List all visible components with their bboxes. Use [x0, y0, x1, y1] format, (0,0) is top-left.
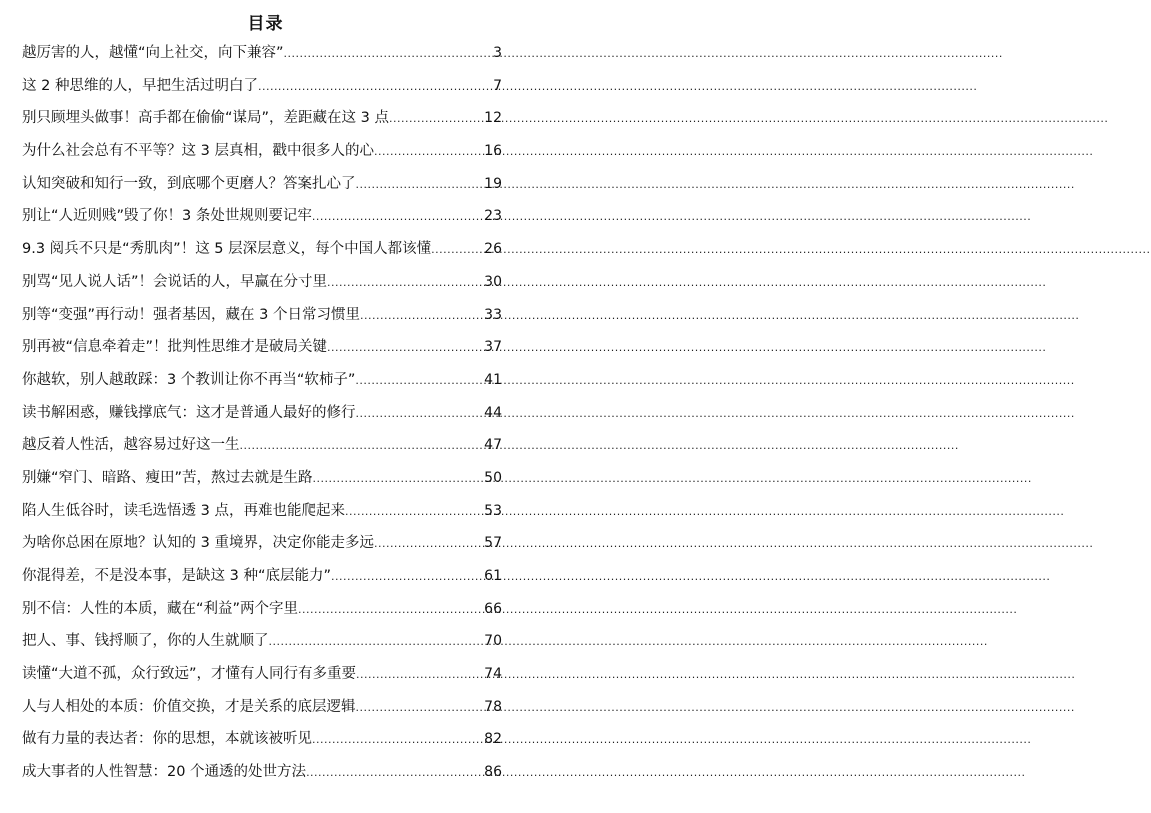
toc-entry-title: 别骂“见人说人话”！会说话的人，早赢在分寸里	[22, 273, 328, 290]
toc-entry-title: 陷人生低谷时，读毛选悟透 3 点，再难也能爬起来	[22, 502, 345, 519]
toc-entry-title: 人与人相处的本质：价值交换，才是关系的底层逻辑	[22, 698, 356, 715]
toc-entry-title: 认知突破和知行一致，到底哪个更磨人？答案扎心了	[22, 175, 356, 192]
toc-entry-page: 26	[484, 241, 502, 258]
toc-entry-page: 47	[484, 437, 502, 454]
toc-entry[interactable]	[22, 629, 502, 662]
dot-leader	[431, 243, 482, 256]
dot-leader	[284, 47, 492, 60]
toc-entry-page: 3	[493, 45, 502, 61]
toc-entry[interactable]	[22, 564, 502, 597]
toc-entry-page: 78	[484, 698, 502, 715]
toc-list	[22, 41, 502, 793]
toc-entry-page: 66	[484, 600, 502, 617]
toc-entry-title: 把人、事、钱捋顺了，你的人生就顺了	[22, 633, 269, 650]
toc-entry-title: 成大事者的人性智慧：20 个通透的处世方法	[22, 764, 307, 781]
toc-entry-title: 这 2 种思维的人，早把生活过明白了	[22, 77, 258, 94]
toc-entry-title: 越反着人性活，越容易过好这一生	[22, 437, 240, 454]
toc-entry-title: 做有力量的表达者：你的思想，本就该被听见	[22, 731, 312, 748]
toc-entry-title: 别等“变强”再行动！强者基因，藏在 3 个日常习惯里	[22, 306, 360, 323]
toc-entry[interactable]	[22, 662, 502, 695]
page-title: 目录	[247, 14, 284, 34]
toc-entry-page: 50	[484, 469, 502, 486]
dot-leader	[240, 439, 483, 452]
toc-entry-title: 别只顾埋头做事！高手都在偷偷“谋局”，差距藏在这 3 点	[22, 110, 389, 127]
toc-entry-title: 越厉害的人，越懂“向上社交，向下兼容”	[22, 45, 284, 61]
toc-entry[interactable]	[22, 335, 502, 368]
toc-entry[interactable]	[22, 139, 502, 172]
dot-leader	[356, 701, 483, 714]
toc-entry[interactable]	[22, 597, 502, 630]
toc-entry-title: 读懂“大道不孤，众行致远”，才懂有人同行有多重要	[22, 666, 357, 683]
dot-leader	[331, 570, 482, 583]
toc-entry[interactable]	[22, 433, 502, 466]
toc-entry-page: 37	[484, 339, 502, 356]
toc-entry-page: 41	[484, 371, 502, 388]
toc-entry-title: 为啥你总困在原地？认知的 3 重境界，决定你能走多远	[22, 535, 374, 552]
toc-entry-page: 44	[484, 404, 502, 421]
toc-entry[interactable]	[22, 204, 502, 237]
dot-leader	[355, 374, 482, 387]
dot-leader	[374, 537, 482, 550]
toc-entry-title: 你越软，别人越敢踩：3 个教训让你不再当“软柿子”	[22, 371, 356, 388]
dot-leader	[360, 309, 482, 322]
dot-leader	[312, 733, 482, 746]
toc-page	[0, 0, 531, 813]
dot-leader	[327, 341, 482, 354]
dot-leader	[356, 668, 482, 681]
toc-entry[interactable]	[22, 727, 502, 760]
toc-entry-title: 9.3 阅兵不只是“秀肌肉”！这 5 层深层意义，每个中国人都该懂	[22, 241, 432, 258]
toc-entry-page: 86	[484, 764, 502, 781]
toc-entry-page: 16	[484, 143, 502, 160]
dot-leader	[374, 145, 482, 158]
dot-leader	[345, 505, 482, 518]
toc-entry-page: 70	[484, 633, 502, 650]
toc-entry[interactable]	[22, 172, 502, 205]
dot-leader	[298, 603, 482, 616]
toc-entry[interactable]	[22, 303, 502, 336]
toc-entry[interactable]	[22, 499, 502, 532]
toc-entry-page: 30	[484, 273, 502, 290]
toc-entry-page: 53	[484, 502, 502, 519]
toc-entry[interactable]	[22, 760, 502, 793]
toc-entry-page: 7	[493, 77, 502, 94]
dot-leader	[306, 766, 482, 779]
toc-entry[interactable]	[22, 270, 502, 303]
dot-leader	[356, 407, 483, 420]
toc-entry-title: 你混得差，不是没本事，是缺这 3 种“底层能力”	[22, 568, 331, 584]
toc-entry[interactable]	[22, 466, 502, 499]
toc-entry-page: 57	[484, 535, 502, 552]
toc-entry-title: 别嫌“窄门、暗路、瘦田”苦，熬过去就是生路	[22, 469, 313, 486]
toc-entry-page: 61	[484, 568, 502, 584]
toc-entry-page: 23	[484, 208, 502, 225]
toc-entry[interactable]	[22, 74, 502, 107]
toc-entry-title: 别让“人近则贱”毁了你！3 条处世规则要记牢	[22, 208, 312, 225]
toc-entry-page: 33	[484, 306, 502, 323]
dot-leader	[356, 178, 483, 191]
toc-entry[interactable]	[22, 106, 502, 139]
toc-entry[interactable]	[22, 401, 502, 434]
dot-leader	[269, 635, 483, 648]
toc-entry-page: 12	[484, 110, 502, 127]
dot-leader	[313, 472, 483, 485]
toc-entry-page: 19	[484, 175, 502, 192]
toc-entry[interactable]	[22, 41, 502, 74]
dot-leader	[312, 210, 482, 223]
dot-leader	[258, 80, 491, 93]
toc-entry-page: 74	[484, 666, 502, 683]
toc-entry-title: 别再被“信息牵着走”！批判性思维才是破局关键	[22, 339, 328, 356]
toc-entry[interactable]	[22, 368, 502, 401]
toc-entry[interactable]	[22, 695, 502, 728]
toc-entry-title: 为什么社会总有不平等？这 3 层真相，戳中很多人的心	[22, 143, 374, 160]
dot-leader	[389, 112, 482, 125]
toc-entry[interactable]	[22, 237, 502, 270]
toc-entry-title: 别不信：人性的本质，藏在“利益”两个字里	[22, 600, 299, 617]
dot-leader	[327, 276, 482, 289]
toc-entry-title: 读书解困惑，赚钱撑底气：这才是普通人最好的修行	[22, 404, 356, 421]
toc-entry[interactable]	[22, 531, 502, 564]
toc-entry-page: 82	[484, 731, 502, 748]
